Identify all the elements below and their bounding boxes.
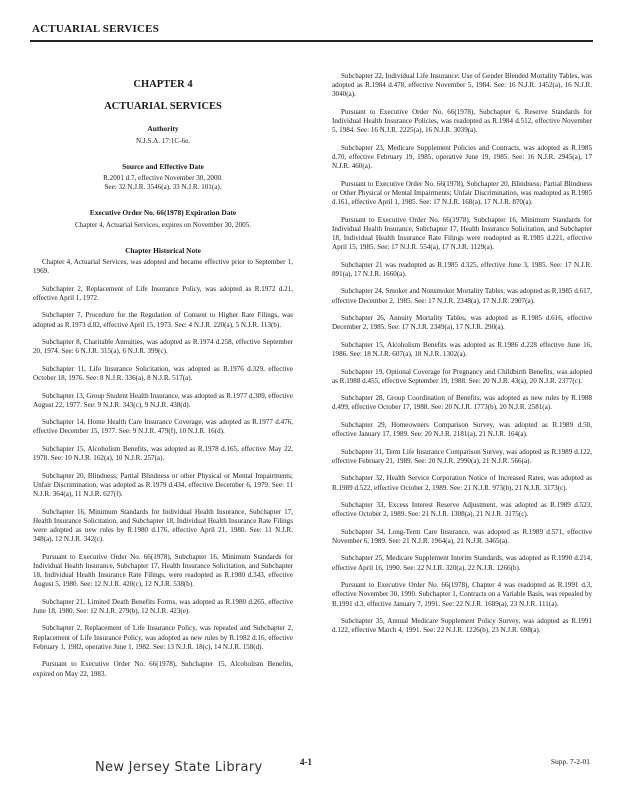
history-paragraph: Subchapter 32, Health Service Corporation Notice of Increased Rates, was adopted as R.1989 d.522, effective October 2, 1989. See: 21 N.J.R. 973(b), 21 N.J.R. 3173(c). bbox=[332, 474, 592, 492]
history-paragraph: Subchapter 14, Home Health Care Insurance Coverage, was adopted as R.1977 d.476, effective December 15, 1977. See: 9 N.J.R. 479(f), 10 N.J.R. 16(d). bbox=[33, 418, 293, 436]
history-paragraph: Pursuant to Executive Order No. 66(1978), Subchapter 16, Minimum Standards for Individual Health Insurance, Subchapter 17, Health Insurance Solicitation, and Subchapter 18, Individual Health Insurance Rate Filings were readopted as R.1985 d.221, effective April 15, 1985. See: 17 N.J.R. 554(a), 17 N.J.R. 1129(a). bbox=[332, 215, 592, 252]
history-paragraph: Subchapter 21, Limited Death Benefits Forms, was adopted as R.1980 d.265, effective June 18, 1980. See: 12 N.J.R. 279(b), 12 N.J.R. 423(e). bbox=[33, 597, 293, 615]
history-paragraph: Subchapter 7, Procedure for the Regulation of Consent to Higher Rate Filings, was adopted as R.1973 d.82, effective April 15, 1973. See: 4 N.J.R. 220(a), 5 N.J.R. 113(b). bbox=[33, 311, 293, 329]
history-paragraph: Subchapter 23, Medicare Supplement Policies and Contracts, was adopted as R.1985 d.70, effective February 19, 1985, operative June 19, 1985. See: 16 N.J.R. 2945(a), 17 N.J.R. 460(a). bbox=[332, 143, 592, 171]
exec-order-heading: Executive Order No. 66(1978) Expiration Date bbox=[89, 208, 237, 218]
history-paragraph: Subchapter 15, Alcoholism Benefits was adopted as R.1986 d.228 effective June 16, 1986. See: 18 N.J.R. 607(a), 18 N.J.R. 1302(a). bbox=[332, 340, 592, 359]
left-column bbox=[33, 55, 293, 687]
source-line-1: R.2001 d.7, effective November 30, 2000. bbox=[103, 174, 223, 183]
history-paragraph: Pursuant to Executive Order No. 66(1978), Chapter 4 was readopted as R.1991 d.3, effective November 30, 1990. Subchapter 1, Contracts on a Variable Basis, was repealed by R.1991 d.3, effective January 7, 1991. See: 22 N.J.R. 1689(a), 23 N.J.R. 111(a). bbox=[332, 581, 592, 608]
history-paragraph: Subchapter 2, Replacement of Life Insurance Policy, was repealed and Subchapter 2, Replacement of Life Insurance Policy, was adopted as new rules by R.1982 d.16, effective February 1, 1982, operative June 1, 1982. See: 13 N.J.R. 18(c), 14 N.J.R. 158(d). bbox=[33, 624, 293, 651]
library-watermark: New Jersey State Library bbox=[95, 760, 263, 775]
page-number: 4-1 bbox=[300, 757, 312, 767]
chapter-title: ACTUARIAL SERVICES bbox=[104, 101, 222, 113]
supplement-date: Supp. 7-2-01 bbox=[550, 757, 590, 766]
history-paragraph: Subchapter 31, Term Life Insurance Comparison Survey, was adopted as R.1989 d.122, effective February 21, 1989. See: 20 N.J.R. 2990(a), 21 N.J.R. 566(a). bbox=[332, 447, 592, 465]
chapter-number: CHAPTER 4 bbox=[133, 79, 193, 90]
history-paragraph: Subchapter 11, Life Insurance Solicitation, was adopted as R.1976 d.329, effective October 18, 1976. See: 8 N.J.R. 336(a), 8 N.J.R. 517(a). bbox=[33, 364, 293, 383]
history-paragraph: Subchapter 35, Annual Medicare Supplement Policy Survey, was adopted as R.1991 d.122, effective March 4, 1991. See: 22 N.J.R. 1226(b), 23 N.J.R. 698(a). bbox=[332, 617, 592, 635]
history-paragraph: Pursuant to Executive Order No. 66(1978), Subchapter 16, Minimum Standards for Individual Health Insurance, Subchapter 17, Health Insurance Solicitation, and Subchapter 18, Individual Health Insurance Rate Filings, were readopted as R.1980 d.343, effective August 5, 1980. See: 12 N.J.R. 420(c), 12 N.J.R. 538(b). bbox=[33, 552, 293, 589]
history-paragraph: Subchapter 21 was readopted as R.1985 d.325, effective June 3, 1985. See: 17 N.J.R. 891(a), 17 N.J.R. 1660(a). bbox=[332, 260, 592, 278]
history-paragraph: Subchapter 29, Homeowners Comparison Survey, was adopted as R.1989 d.50, effective January 17, 1989. See: 20 N.J.R. 2181(a), 21 N.J.R. 164(a). bbox=[332, 420, 592, 439]
source-heading: Source and Effective Date bbox=[122, 161, 204, 171]
history-paragraph: Subchapter 24, Smoker and Nonsmoker Mortality Tables, was adopted as R.1985 d.617, effective December 2, 1985. See: 17 N.J.R. 2348(a), 17 N.J.R. 2907(a). bbox=[332, 287, 592, 305]
history-paragraph: Subchapter 25, Medicare Supplement Interim Standards, was adopted as R.1990 d.214, effective April 16, 1990. See: 22 N.J.R. 320(a), 22 N.J.R. 1266(b). bbox=[332, 554, 592, 572]
right-column bbox=[332, 72, 592, 644]
history-paragraph: Pursuant to Executive Order No. 66(1978), Subchapter 6, Reserve Standards for Individual Health Insurance Policies, was readopted as R.1984 d.512, effective November 5, 1984. See: 16 N.J.R. 2225(a), 16 N.J.R. 3039(a). bbox=[332, 107, 592, 135]
source-line-2: See: 32 N.J.R. 3546(a), 33 N.J.R. 101(a). bbox=[104, 183, 222, 192]
history-paragraph: Chapter 4, Actuarial Services, was adopted and became effective prior to September 1, 1969. bbox=[33, 258, 293, 276]
history-heading: Chapter Historical Note bbox=[125, 245, 201, 255]
history-paragraph: Subchapter 26, Annuity Mortality Tables, was adopted as R.1985 d.616, effective December 2, 1985. See: 17 N.J.R. 2349(a), 17 N.J.R. 290(a). bbox=[332, 314, 592, 332]
history-paragraph: Subchapter 20, Blindness; Partial Blindness or other Physical or Mental Impairments; Unfair Discrimination, was adopted as R.1979 d.434, effective December 6, 1979. See: 11 N.J.R. 364(a), 11 N.J.R. 627(f). bbox=[33, 471, 293, 499]
history-paragraph: Subchapter 15, Alcoholism Benefits, was adopted as R.1978 d.165, effective May 22, 1978. See: 10 N.J.R. 162(a), 10 N.J.R. 257(a). bbox=[33, 444, 293, 463]
history-paragraph: Subchapter 13, Group Student Health Insurance, was adopted as R.1977 d.309, effective August 22, 1977. See: 9 N.J.R. 343(c), 9 N.J.R. 438(d). bbox=[33, 391, 293, 409]
history-paragraph: Subchapter 19, Optional Coverage for Pregnancy and Childbirth Benefits, was adopted as R.1988 d.455, effective September 19, 1988. See: 20 N.J.R. 43(a), 20 N.J.R. 2377(c). bbox=[332, 367, 592, 385]
history-paragraph: Subchapter 34, Long-Term Care Insurance, was adopted as R.1989 d.571, effective November 6, 1989. See: 21 N.J.R. 1964(a), 21 N.J.R. 3465(a). bbox=[332, 527, 592, 545]
history-paragraph: Subchapter 16, Minimum Standards for Individual Health Insurance, Subchapter 17, Health Insurance Solicitation, and Subchapter 18, Individual Health Insurance Rate Filings were adopted as new rules by R.1980 d.176, effective April 21, 1980. See: 11 N.J.R. 348(a), 12 N.J.R. 342(c). bbox=[33, 507, 293, 544]
history-paragraph: Subchapter 8, Charitable Annuities, was adopted as R.1974 d.258, effective September 20, 1974. See: 6 N.J.R. 315(a), 6 N.J.R. 399(c). bbox=[33, 338, 293, 356]
authority-text: N.J.S.A. 17:1C-6e. bbox=[136, 136, 190, 145]
running-head: ACTUARIAL SERVICES bbox=[32, 23, 159, 35]
history-paragraph: Subchapter 33, Excess Interest Reserve Adjustment, was adopted as R.1989 d.523, effective October 2, 1989. See: 21 N.J.R. 1308(a), 21 N.J.R. 3175(c). bbox=[332, 501, 592, 519]
history-paragraph: Subchapter 28, Group Coordination of Benefits, was adopted as new rules by R.1988 d.499, effective October 17, 1988. See: 20 N.J.R. 1773(b), 20 N.J.R. 2581(a). bbox=[332, 394, 592, 412]
history-paragraph: Pursuant to Executive Order No. 66(1978), Subchapter 20, Blindness; Partial Blindness or Other Physical or Mental Impairments; Unfair Discrimination, was readopted as R.1985 d.161, effective April 1, 1985. See: 17 N.J.R. 168(a), 17 N.J.R. 870(a). bbox=[332, 179, 592, 207]
exec-order-text: Chapter 4, Actuarial Services, expires on November 30, 2005. bbox=[74, 220, 252, 229]
history-paragraph: Subchapter 22, Individual Life Insurance: Use of Gender Blended Mortality Tables, was adopted as R.1984 d.478, effective November 5, 1984. See: 16 N.J.R. 1452(a), 16 N.J.R. 3040(a). bbox=[332, 72, 592, 99]
history-paragraph: Subchapter 2, Replacement of Life Insurance Policy, was adopted as R.1972 d.21, effective April 1, 1972. bbox=[33, 284, 293, 302]
authority-heading: Authority bbox=[147, 124, 179, 134]
top-rule bbox=[30, 40, 593, 42]
history-paragraph: Pursuant to Executive Order No. 66(1978), Subchapter 15, Alcoholism Benefits, expired on May 22, 1983. bbox=[33, 660, 293, 678]
